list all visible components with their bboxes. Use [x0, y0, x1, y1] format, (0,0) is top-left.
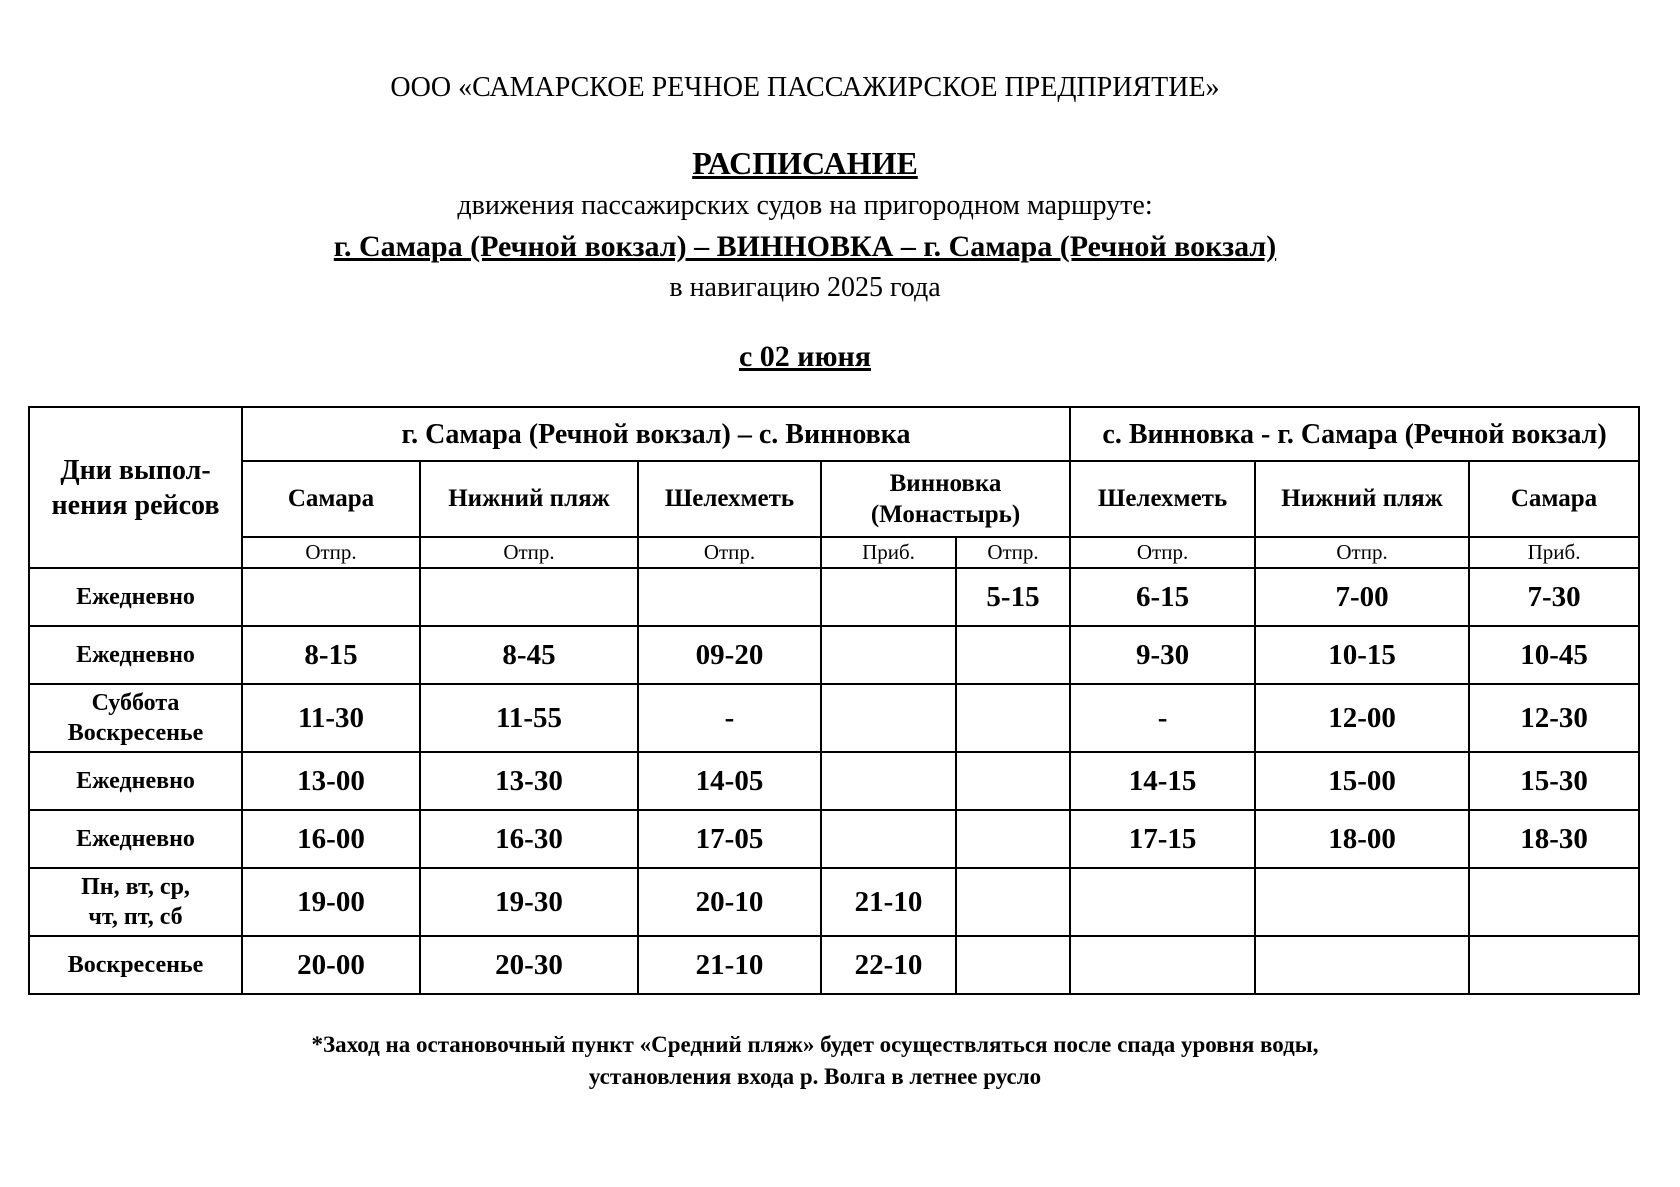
document-title: РАСПИСАНИЕ	[692, 145, 918, 181]
days-cell	[29, 936, 242, 994]
stop-shelekhmet-outbound: Шелехметь	[638, 461, 821, 537]
footnote-line-1: *Заход на остановочный пункт «Средний пляж» будет осуществляться после спада уровня воды,	[311, 1032, 1319, 1057]
time-cell	[1255, 936, 1469, 994]
time-cell: 12-00	[1255, 684, 1469, 752]
direction-outbound: г. Самара (Речной вокзал) – с. Винновка	[242, 407, 1070, 461]
subheader-cell: Отпр.	[242, 537, 420, 568]
subheader-cell: Отпр.	[638, 537, 821, 568]
time-cell: 14-15	[1070, 752, 1255, 810]
time-cell	[956, 936, 1070, 994]
time-cell: 10-45	[1469, 626, 1639, 684]
subheader-cell: Приб.	[821, 537, 956, 568]
stop-vinnovka-line: Винновка	[889, 469, 1002, 497]
days-cell	[29, 568, 242, 626]
time-cell: 13-00	[242, 752, 420, 810]
time-cell: -	[1070, 684, 1255, 752]
route-name: г. Самара (Речной вокзал) – ВИННОВКА – г. Самара (Речной вокзал)	[333, 230, 1277, 263]
days-line: Воскресенье	[67, 952, 204, 978]
stop-shelekhmet-return: Шелехметь	[1070, 461, 1255, 537]
time-cell	[956, 684, 1070, 752]
time-cell	[821, 626, 956, 684]
time-cell: 10-15	[1255, 626, 1469, 684]
time-cell: 15-00	[1255, 752, 1469, 810]
stop-nizhny-plyazh-outbound: Нижний пляж	[420, 461, 638, 537]
time-cell	[956, 810, 1070, 868]
time-cell: 17-05	[638, 810, 821, 868]
schedule-row	[29, 626, 1639, 684]
stop-vinnovka	[821, 461, 1070, 537]
stop-samara-outbound: Самара	[242, 461, 420, 537]
time-cell: 22-10	[821, 936, 956, 994]
time-cell: 6-15	[1070, 568, 1255, 626]
time-cell: 12-30	[1469, 684, 1639, 752]
time-cell	[1469, 868, 1639, 936]
stop-samara-return: Самара	[1469, 461, 1639, 537]
schedule-rows	[29, 568, 1639, 994]
days-line: Пн, вт, ср,	[81, 874, 190, 900]
time-cell	[1070, 868, 1255, 936]
days-cell	[29, 810, 242, 868]
time-cell: 7-00	[1255, 568, 1469, 626]
subheader-cell: Отпр.	[956, 537, 1070, 568]
time-cell: 13-30	[420, 752, 638, 810]
days-line: Ежедневно	[76, 826, 195, 852]
time-cell: 20-30	[420, 936, 638, 994]
time-cell: 18-30	[1469, 810, 1639, 868]
schedule-table	[28, 406, 1640, 995]
days-line: Ежедневно	[76, 584, 195, 610]
schedule-row	[29, 936, 1639, 994]
time-cell: 20-10	[638, 868, 821, 936]
time-cell: 16-00	[242, 810, 420, 868]
time-cell	[242, 568, 420, 626]
time-cell	[821, 568, 956, 626]
days-header-line: Дни выпол-	[60, 454, 211, 486]
time-cell: 19-30	[420, 868, 638, 936]
stop-nizhny-plyazh-return: Нижний пляж	[1255, 461, 1469, 537]
subheader-cell: Приб.	[1469, 537, 1639, 568]
subheader-cell: Отпр.	[420, 537, 638, 568]
days-line: Воскресенье	[67, 720, 204, 746]
time-cell: 14-05	[638, 752, 821, 810]
time-cell	[821, 810, 956, 868]
time-cell: 15-30	[1469, 752, 1639, 810]
time-cell: 17-15	[1070, 810, 1255, 868]
subheader-cell: Отпр.	[1255, 537, 1469, 568]
footnote-line-2: установления входа р. Волга в летнее русло	[588, 1064, 1042, 1089]
time-cell: 16-30	[420, 810, 638, 868]
organization-name: ООО «САМАРСКОЕ РЕЧНОЕ ПАССАЖИРСКОЕ ПРЕДПРИЯТИЕ»	[390, 72, 1220, 103]
time-cell: 5-15	[956, 568, 1070, 626]
days-column-header	[29, 407, 242, 568]
time-cell	[1469, 936, 1639, 994]
time-cell: 8-45	[420, 626, 638, 684]
time-cell: 09-20	[638, 626, 821, 684]
time-cell	[821, 752, 956, 810]
schedule-row	[29, 684, 1639, 752]
days-cell	[29, 626, 242, 684]
direction-header-row	[29, 407, 1639, 461]
time-cell: -	[638, 684, 821, 752]
days-cell	[29, 752, 242, 810]
schedule-row	[29, 810, 1639, 868]
time-cell: 18-00	[1255, 810, 1469, 868]
days-line: Ежедневно	[76, 642, 195, 668]
time-cell	[1070, 936, 1255, 994]
time-cell: 8-15	[242, 626, 420, 684]
time-cell	[956, 752, 1070, 810]
stop-header-row	[29, 461, 1639, 537]
schedule-row	[29, 868, 1639, 936]
time-cell: 9-30	[1070, 626, 1255, 684]
schedule-row	[29, 752, 1639, 810]
stop-vinnovka-line: (Монастырь)	[870, 501, 1021, 528]
schedule-row	[29, 568, 1639, 626]
days-line: Ежедневно	[76, 768, 195, 794]
days-line: Суббота	[91, 690, 180, 716]
navigation-period: в навигацию 2025 года	[669, 272, 941, 303]
days-header-line: нения рейсов	[51, 489, 220, 521]
time-cell: 20-00	[242, 936, 420, 994]
time-cell	[956, 868, 1070, 936]
time-cell: 11-55	[420, 684, 638, 752]
time-cell	[956, 626, 1070, 684]
time-cell	[1255, 868, 1469, 936]
time-cell: 11-30	[242, 684, 420, 752]
time-cell: 19-00	[242, 868, 420, 936]
time-cell	[821, 684, 956, 752]
days-cell	[29, 868, 242, 936]
time-cell	[420, 568, 638, 626]
days-cell	[29, 684, 242, 752]
departure-arrival-row	[29, 537, 1639, 568]
time-cell	[638, 568, 821, 626]
days-line: чт, пт, сб	[88, 904, 183, 930]
document-subtitle: движения пассажирских судов на пригородном маршруте:	[457, 190, 1153, 221]
effective-date: с 02 июня	[738, 340, 872, 373]
direction-return: с. Винновка - г. Самара (Речной вокзал)	[1070, 407, 1639, 461]
time-cell: 21-10	[638, 936, 821, 994]
time-cell: 7-30	[1469, 568, 1639, 626]
subheader-cell: Отпр.	[1070, 537, 1255, 568]
time-cell: 21-10	[821, 868, 956, 936]
